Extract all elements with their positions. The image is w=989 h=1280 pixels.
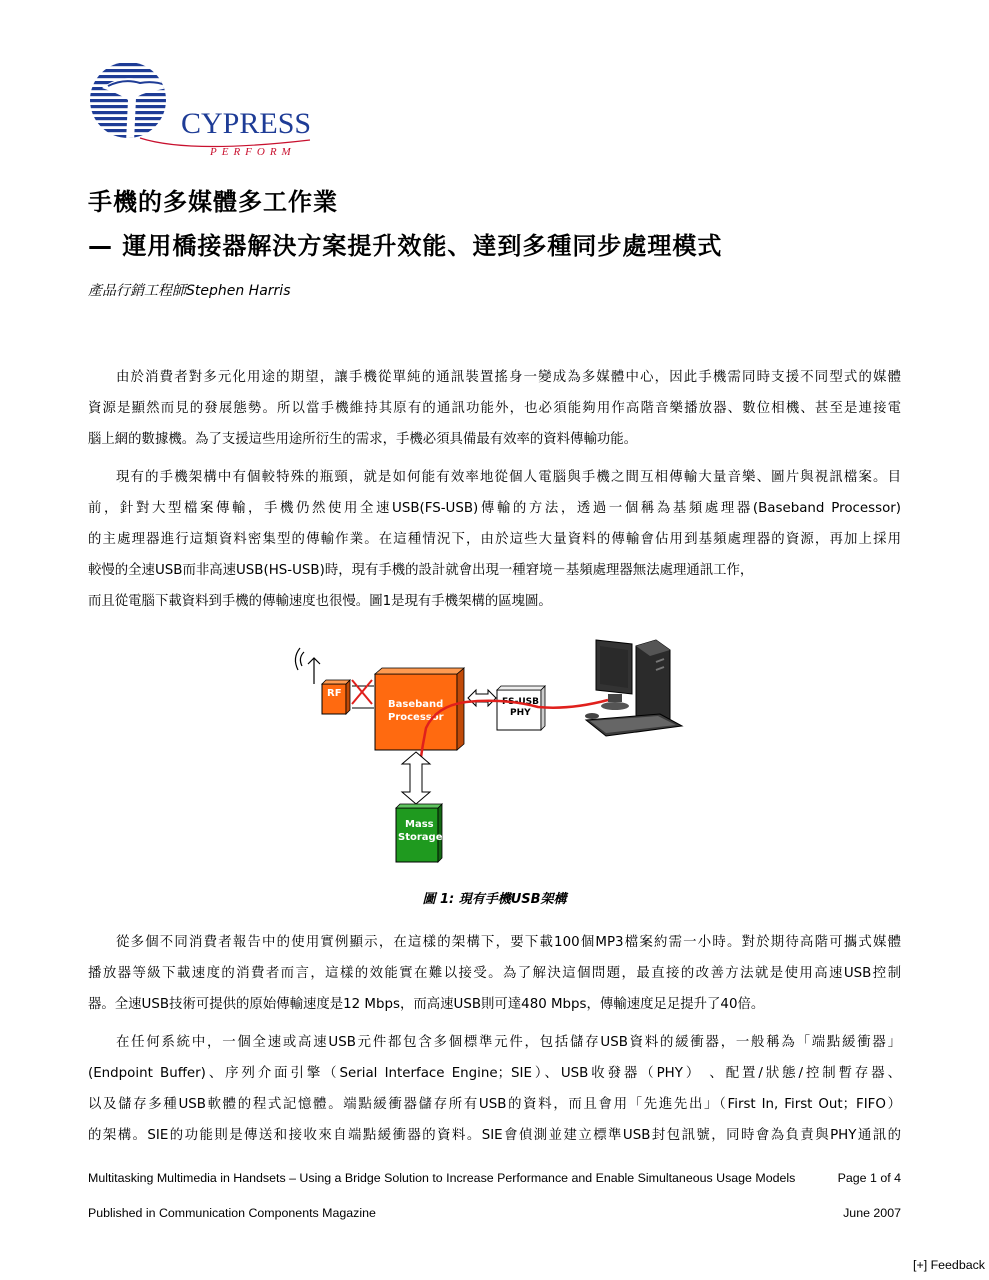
- paragraph-3: [88, 927, 901, 1020]
- rf-label: RF: [327, 688, 342, 699]
- paragraph-line: 而且從電腦下載資料到手機的傳輸速度也很慢。圖1是現有手機架構的區塊圖。: [88, 594, 552, 609]
- baseband-label-1: Baseband: [388, 699, 444, 710]
- paragraph-line: 現有的手機架構中有個較特殊的瓶頸，就是如何能有效率地從個人電腦與手機之間互相傳輸大量音樂、圖片與視訊檔案。目: [116, 470, 901, 485]
- usb-architecture-diagram: [290, 628, 690, 870]
- baseband-label-2: Processor: [388, 712, 444, 723]
- paragraph-line: 的主處理器進行這類資料密集型的傳輸作業。在這種情況下，由於這些大量資料的傳輸會佔用到基頻處理器的資源，再加上採用: [88, 532, 901, 547]
- paragraph-line: 資源是顯然而見的發展態勢。所以當手機維持其原有的通訊功能外，也必須能夠用作高階音樂播放器、數位相機、甚至是連接電: [88, 401, 901, 416]
- paragraph-line: 較慢的全速USB而非高速USB(HS-USB)時，現有手機的設計就會出現一種窘境－基頻處理器無法處理通訊工作，: [88, 563, 754, 578]
- footer-article-title: Multitasking Multimedia in Handsets – Using a Bridge Solution to Increase Performance and Enable Simultaneous Usage Models: [88, 1171, 796, 1185]
- paragraph-1: [88, 362, 901, 455]
- storage-label-2: Storage: [398, 832, 443, 843]
- paragraph-line: (Endpoint Buffer)、序列介面引擎（Serial Interface Engine；SIE）、USB收發器（PHY） 、配置/狀態/控制暫存器、: [88, 1066, 901, 1081]
- page-number: Page 1 of 4: [837, 1171, 901, 1185]
- footer-date: June 2007: [843, 1206, 901, 1220]
- author-line: 產品行銷工程師Stephen Harris: [88, 283, 291, 299]
- paragraph-line: 器。全速USB技術可提供的原始傳輸速度是12 Mbps，而高速USB則可達480 Mbps，傳輸速度足足提升了40倍。: [88, 997, 765, 1012]
- baseband-phy-arrow: [468, 690, 496, 706]
- paragraph-line: 從多個不同消費者報告中的使用實例顯示，在這樣的架構下，要下載100個MP3檔案約需一小時。對於期待高階可攜式媒體: [116, 935, 901, 950]
- page-subtitle: — 運用橋接器解決方案提升效能、達到多種同步處理模式: [88, 232, 723, 260]
- storage-label-1: Mass: [405, 819, 434, 830]
- footer-publication: Published in Communication Components Magazine: [88, 1206, 376, 1220]
- computer-icon: [585, 640, 682, 736]
- phy-label-1: FS-USB: [502, 697, 540, 707]
- paragraph-line: 前，針對大型檔案傳輸，手機仍然使用全速USB(FS-USB)傳輸的方法，透過一個稱為基頻處理器(Baseband Processor): [88, 501, 901, 516]
- paragraph-line: 以及儲存多種USB軟體的程式記憶體。端點緩衝器儲存所有USB的資料，而且會用「先進先出」（First In, First Out；FIFO）: [88, 1097, 901, 1112]
- phy-label-2: PHY: [510, 708, 531, 718]
- antenna-icon: [295, 648, 320, 684]
- paragraph-line: 的架構。SIE的功能則是傳送和接收來自端點緩衝器的資料。SIE會偵測並建立標準USB封包訊號，同時會為負責與PHY通訊的: [88, 1128, 901, 1143]
- baseband-processor-block: [375, 668, 464, 750]
- rf-block: [322, 680, 350, 714]
- cypress-logo: [80, 62, 320, 162]
- baseband-storage-arrow: [402, 752, 430, 804]
- feedback-link[interactable]: [+] Feedback: [913, 1258, 985, 1272]
- paragraph-2: [88, 462, 901, 617]
- paragraph-4: [88, 1027, 901, 1151]
- paragraph-line: 由於消費者對多元化用途的期望，讓手機從單純的通訊裝置搖身一變成為多媒體中心，因此手機需同時支援不同型式的媒體: [116, 370, 901, 385]
- paragraph-line: 在任何系統中，一個全速或高速USB元件都包含多個標準元件，包括儲存USB資料的緩衝器，一般稱為「端點緩衝器」: [116, 1035, 901, 1050]
- page-title: 手機的多媒體多工作業: [88, 188, 338, 216]
- mass-storage-block: [396, 804, 443, 862]
- blocked-cross-icon: [352, 680, 372, 704]
- figure-caption: 圖 1: 現有手機USB架構: [422, 892, 567, 907]
- logo-brand: CYPRESS: [181, 107, 312, 140]
- paragraph-line: 腦上網的數據機。為了支援這些用途所衍生的需求，手機必須具備最有效率的資料傳輸功能。: [88, 432, 638, 447]
- paragraph-line: 播放器等級下載速度的消費者而言，這樣的效能實在難以接受。為了解決這個問題，最直接的改善方法就是使用高速USB控制: [88, 966, 901, 981]
- logo-tagline: PERFORM: [210, 146, 296, 158]
